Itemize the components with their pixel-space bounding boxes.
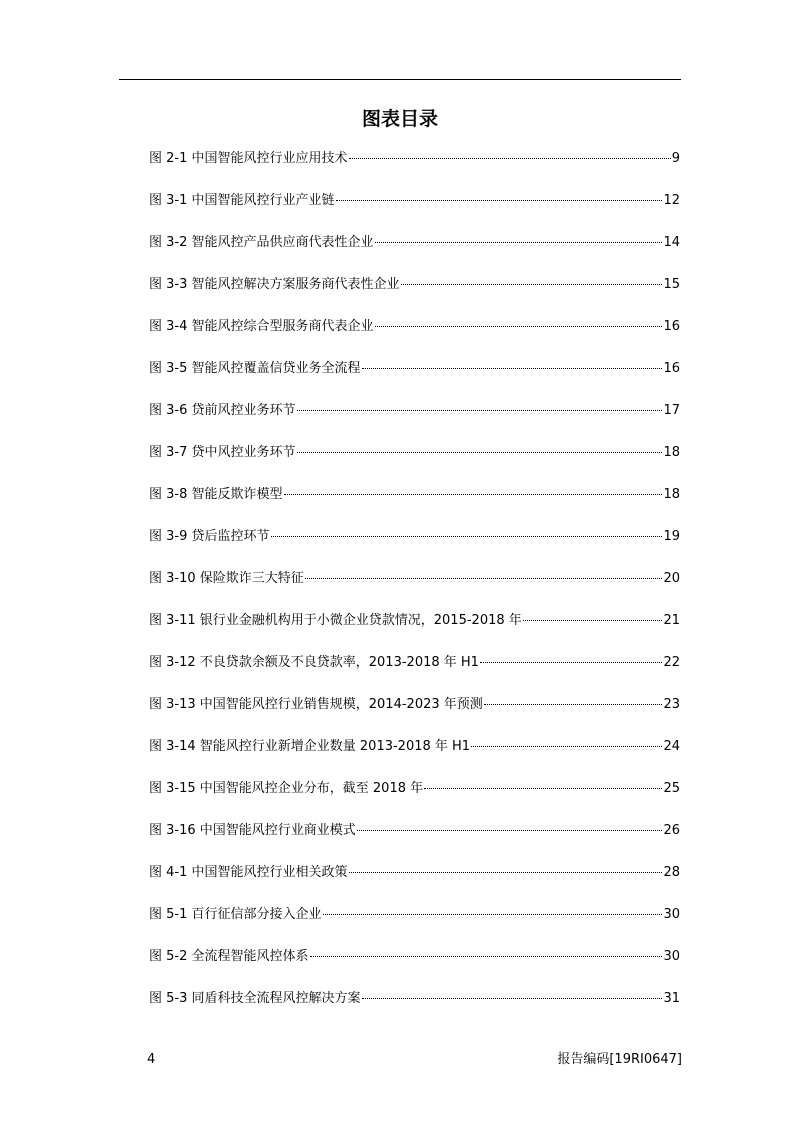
toc-entry-label: 图 5-1 百行征信部分接入企业: [149, 907, 322, 922]
figure-list: [149, 146, 680, 1028]
toc-entry-label: 图 4-1 中国智能风控行业相关政策: [149, 865, 348, 880]
toc-dot-leader: [523, 620, 663, 621]
toc-dot-leader: [484, 704, 663, 705]
toc-entry-label: 图 5-3 同盾科技全流程风控解决方案: [149, 991, 361, 1006]
toc-entry-page: 16: [663, 319, 680, 334]
toc-entry[interactable]: [149, 356, 680, 398]
toc-entry[interactable]: [149, 440, 680, 482]
page-title: 图表目录: [361, 108, 438, 130]
toc-entry-page: 9: [671, 151, 680, 166]
toc-entry-label: 图 2-1 中国智能风控行业应用技术: [149, 151, 348, 166]
toc-entry-page: 18: [663, 487, 680, 502]
toc-entry[interactable]: [149, 524, 680, 566]
toc-entry-label: 图 3-15 中国智能风控企业分布，截至 2018 年: [149, 781, 424, 796]
toc-dot-leader: [375, 326, 663, 327]
toc-entry-page: 25: [663, 781, 680, 796]
toc-dot-leader: [480, 662, 663, 663]
toc-entry[interactable]: [149, 272, 680, 314]
toc-dot-leader: [362, 998, 663, 999]
toc-entry-page: 20: [663, 571, 680, 586]
toc-dot-leader: [284, 494, 663, 495]
toc-entry[interactable]: [149, 944, 680, 986]
toc-entry-page: 22: [663, 655, 680, 670]
toc-entry-page: 14: [663, 235, 680, 250]
toc-entry-page: 24: [663, 739, 680, 754]
toc-entry-page: 21: [663, 613, 680, 628]
toc-dot-leader: [336, 200, 663, 201]
toc-entry[interactable]: [149, 650, 680, 692]
toc-entry-label: 图 3-16 中国智能风控行业商业模式: [149, 823, 356, 838]
toc-entry[interactable]: [149, 566, 680, 608]
toc-dot-leader: [297, 452, 663, 453]
toc-entry[interactable]: [149, 146, 680, 188]
toc-entry-label: 图 3-3 智能风控解决方案服务商代表性企业: [149, 277, 400, 292]
header-rule: [119, 79, 681, 80]
toc-entry[interactable]: [149, 482, 680, 524]
toc-entry-label: 图 3-13 中国智能风控行业销售规模，2014-2023 年预测: [149, 697, 483, 712]
toc-entry-page: 23: [663, 697, 680, 712]
toc-entry[interactable]: [149, 188, 680, 230]
toc-entry[interactable]: [149, 776, 680, 818]
toc-entry-page: 16: [663, 361, 680, 376]
toc-entry-label: 图 3-7 贷中风控业务环节: [149, 445, 296, 460]
toc-dot-leader: [349, 872, 663, 873]
toc-entry-page: 26: [663, 823, 680, 838]
footer-page-number: 4: [147, 1052, 156, 1067]
toc-entry[interactable]: [149, 860, 680, 902]
toc-entry-page: 15: [663, 277, 680, 292]
toc-entry-label: 图 3-9 贷后监控环节: [149, 529, 270, 544]
toc-entry-label: 图 3-1 中国智能风控行业产业链: [149, 193, 335, 208]
toc-dot-leader: [271, 536, 663, 537]
toc-entry-page: 30: [663, 949, 680, 964]
toc-entry-page: 31: [663, 991, 680, 1006]
toc-entry[interactable]: [149, 734, 680, 776]
toc-entry-label: 图 3-6 贷前风控业务环节: [149, 403, 296, 418]
toc-dot-leader: [310, 956, 663, 957]
toc-entry-page: 12: [663, 193, 680, 208]
toc-dot-leader: [305, 578, 663, 579]
toc-entry-label: 图 3-5 智能风控覆盖信贷业务全流程: [149, 361, 361, 376]
toc-entry[interactable]: [149, 608, 680, 650]
toc-dot-leader: [375, 242, 663, 243]
toc-entry-label: 图 3-12 不良贷款余额及不良贷款率，2013-2018 年 H1: [149, 655, 479, 670]
toc-entry[interactable]: [149, 818, 680, 860]
toc-dot-leader: [297, 410, 663, 411]
toc-entry[interactable]: [149, 692, 680, 734]
toc-dot-leader: [349, 158, 671, 159]
toc-dot-leader: [323, 914, 663, 915]
toc-entry-label: 图 3-11 银行业金融机构用于小微企业贷款情况，2015-2018 年: [149, 613, 522, 628]
toc-entry-page: 17: [663, 403, 680, 418]
toc-entry-label: 图 5-2 全流程智能风控体系: [149, 949, 309, 964]
footer-report-code: 报告编码[19RI0647]: [557, 1052, 682, 1067]
toc-dot-leader: [362, 368, 663, 369]
toc-entry[interactable]: [149, 986, 680, 1028]
toc-dot-leader: [357, 830, 663, 831]
toc-entry-label: 图 3-10 保险欺诈三大特征: [149, 571, 304, 586]
toc-entry-label: 图 3-4 智能风控综合型服务商代表企业: [149, 319, 374, 334]
toc-entry-page: 18: [663, 445, 680, 460]
toc-entry-page: 28: [663, 865, 680, 880]
toc-entry[interactable]: [149, 398, 680, 440]
toc-dot-leader: [401, 284, 663, 285]
toc-entry-label: 图 3-14 智能风控行业新增企业数量 2013-2018 年 H1: [149, 739, 471, 754]
toc-entry-label: 图 3-2 智能风控产品供应商代表性企业: [149, 235, 374, 250]
toc-entry[interactable]: [149, 902, 680, 944]
toc-dot-leader: [471, 746, 662, 747]
toc-entry-label: 图 3-8 智能反欺诈模型: [149, 487, 283, 502]
toc-entry[interactable]: [149, 314, 680, 356]
toc-entry-page: 19: [663, 529, 680, 544]
toc-dot-leader: [424, 788, 662, 789]
toc-entry[interactable]: [149, 230, 680, 272]
toc-entry-page: 30: [663, 907, 680, 922]
